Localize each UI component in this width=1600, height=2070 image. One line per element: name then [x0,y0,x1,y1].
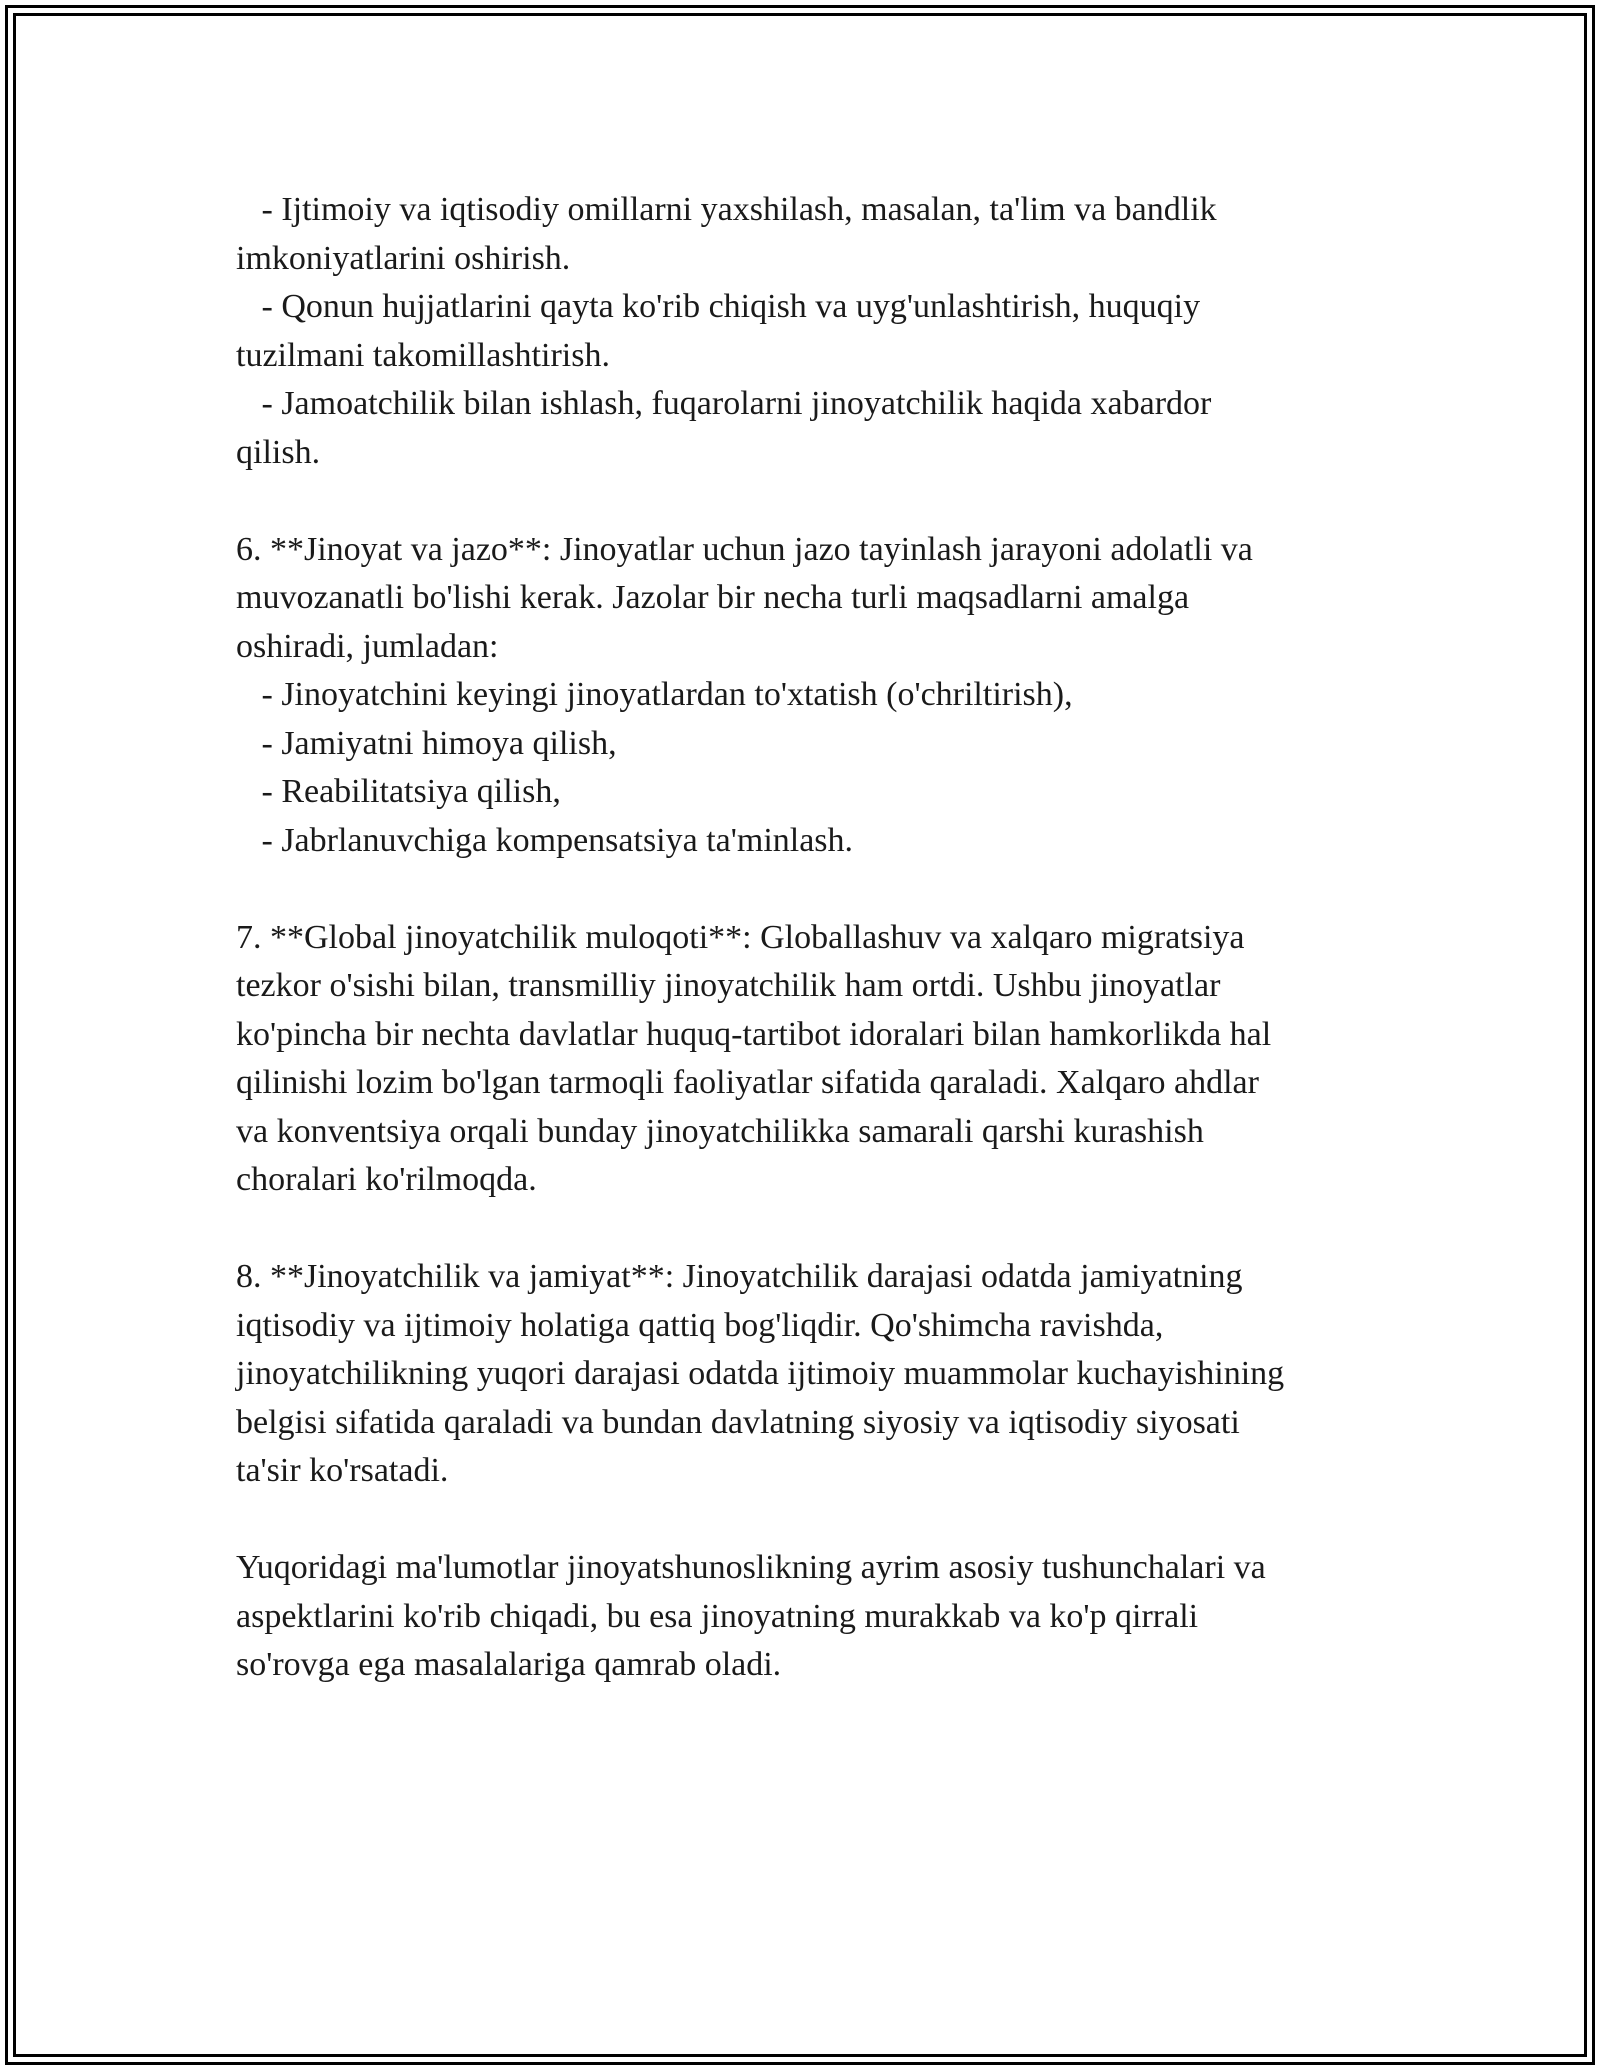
text-line: - Ijtimoiy va iqtisodiy omillarni yaxshilash, masalan, ta'lim va bandlik [236,191,1217,228]
text-line: iqtisodiy va ijtimoiy holatiga qattiq bog'liqdir. Qo'shimcha ravishda, [236,1306,1164,1344]
paragraph-section-7 [236,914,1386,1205]
paragraph-gap [236,477,1386,526]
paragraph-conclusion [236,1544,1386,1690]
paragraph-gap [236,1205,1386,1254]
text-line: - Jamoatchilik bilan ishlash, fuqarolarni jinoyatchilik haqida xabardor [236,385,1212,422]
text-line: 7. **Global jinoyatchilik muloqoti**: Globallashuv va xalqaro migratsiya [236,918,1245,956]
text-line: - Jamiyatni himoya qilish, [236,724,617,762]
text-line: imkoniyatlarini oshirish. [236,239,571,277]
text-line: - Qonun hujjatlarini qayta ko'rib chiqish va uyg'unlashtirish, huquqiy [236,288,1201,325]
text-line: oshiradi, jumladan: [236,627,499,665]
text-line: tezkor o'sishi bilan, transmilliy jinoyatchilik ham ortdi. Ushbu jinoyatlar [236,967,1221,1004]
text-line: Yuqoridagi ma'lumotlar jinoyatshunoslikning ayrim asosiy tushunchalari va [236,1549,1266,1586]
text-line: jinoyatchilikning yuqori darajasi odatda ijtimoiy muammolar kuchayishining [236,1355,1285,1392]
text-line: aspektlarini ko'rib chiqadi, bu esa jinoyatning murakkab va ko'p qirrali [236,1597,1199,1635]
paragraph-section-6 [236,526,1386,866]
paragraph-gap [236,1496,1386,1545]
text-line: - Jabrlanuvchiga kompensatsiya ta'minlash. [236,821,854,859]
text-line: - Jinoyatchini keyingi jinoyatlardan to'xtatish (o'chriltirish), [236,676,1073,713]
text-line: 8. **Jinoyatchilik va jamiyat**: Jinoyatchilik darajasi odatda jamiyatning [236,1258,1243,1295]
text-line: tuzilmani takomillashtirish. [236,336,610,374]
text-line: ta'sir ko'rsatadi. [236,1452,449,1489]
text-line: so'rovga ega masalalariga qamrab oladi. [236,1646,782,1683]
text-line: ko'pincha bir nechta davlatlar huquq-tartibot idoralari bilan hamkorlikda hal [236,1015,1272,1053]
text-line: choralari ko'rilmoqda. [236,1161,537,1198]
text-line: 6. **Jinoyat va jazo**: Jinoyatlar uchun jazo tayinlash jarayoni adolatli va [236,530,1253,568]
text-line: qilinishi lozim bo'lgan tarmoqli faoliyatlar sifatida qaraladi. Xalqaro ahdlar [236,1064,1259,1101]
text-line: muvozanatli bo'lishi kerak. Jazolar bir necha turli maqsadlarni amalga [236,579,1190,616]
paragraph-measures-list [236,186,1386,477]
text-line: - Reabilitatsiya qilish, [236,773,561,810]
document-body [236,186,1386,1690]
paragraph-section-8 [236,1253,1386,1496]
text-line: qilish. [236,433,321,471]
text-line: va konventsiya orqali bunday jinoyatchilikka samarali qarshi kurashish [236,1112,1204,1150]
text-line: belgisi sifatida qaraladi va bundan davlatning siyosiy va iqtisodiy siyosati [236,1403,1240,1441]
paragraph-gap [236,865,1386,914]
